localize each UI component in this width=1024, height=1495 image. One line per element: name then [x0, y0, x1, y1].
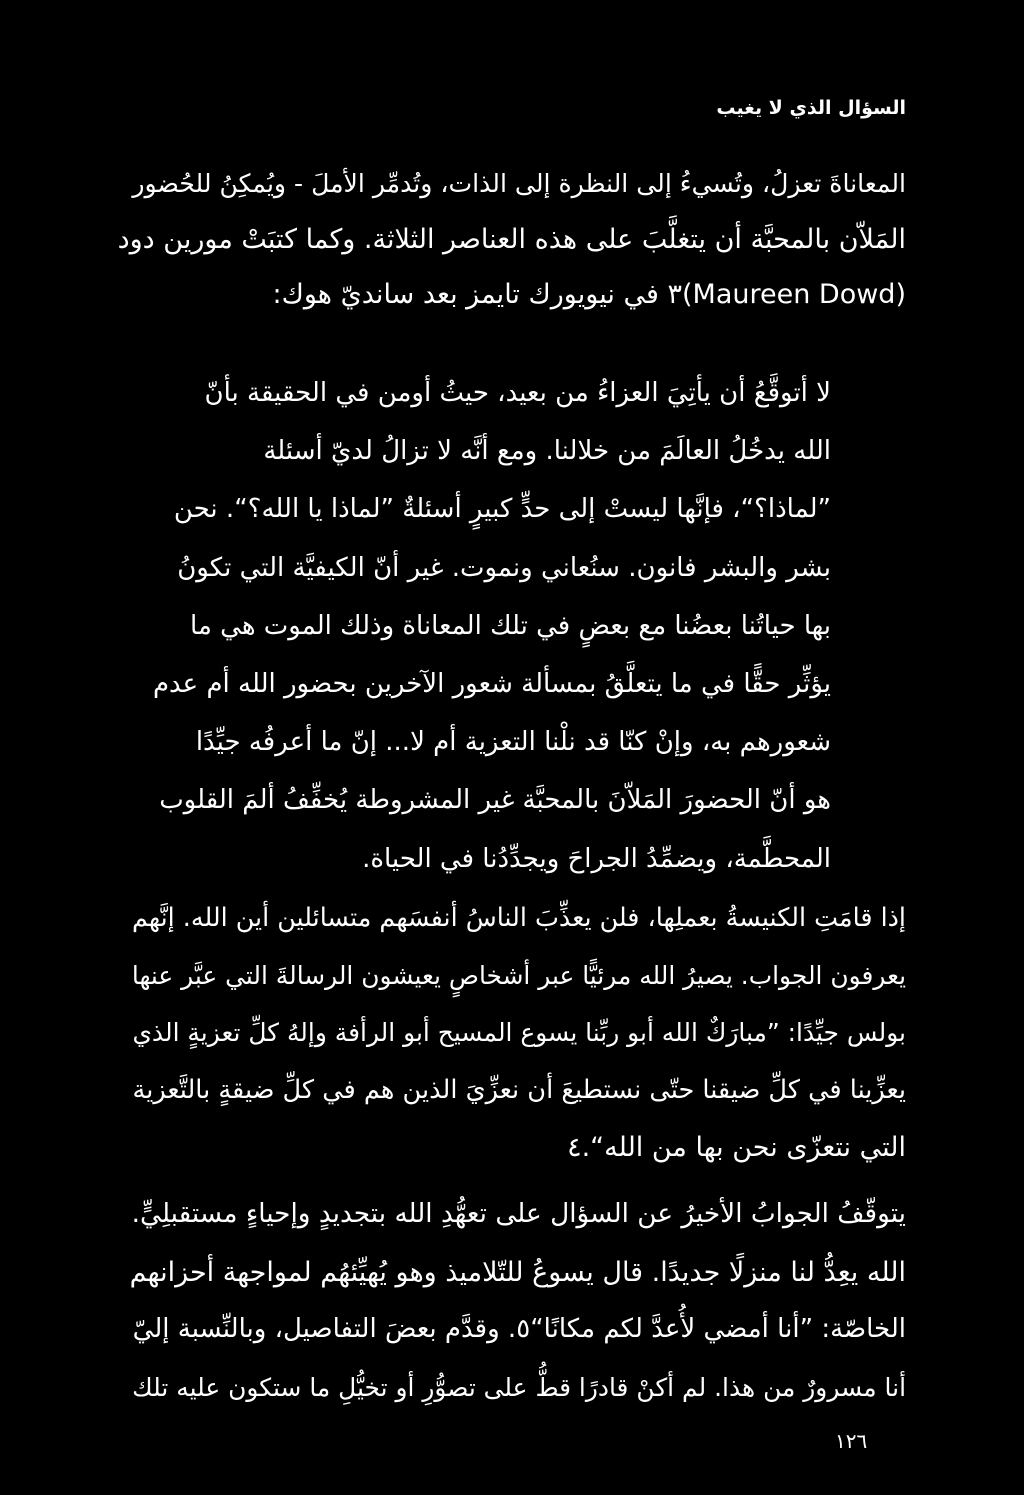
- text-line: المَلاّن بالمحبَّة أن يتغلَّبَ على هذه العناصر الثلاثة. وكما كتبَتْ مورين دود: [117, 223, 906, 255]
- quote-line: لا أتوقَّعُ أن يأتِيَ العزاءُ من بعيد، حيثُ أومن في الحقيقة بأنّ: [204, 378, 831, 408]
- block-quote: [119, 364, 831, 888]
- paragraph-final-answer: [116, 1186, 906, 1416]
- page-number: ١٢٦: [835, 1429, 868, 1453]
- text-line: بولس جيِّدًا: ”مبارَكٌ الله أبو ربِّنا يسوع المسيح أبو الرأفة وإلهُ كلِّ تعزيةٍ الذي: [132, 1018, 906, 1047]
- quote-line: المحطَّمة، ويضمِّدُ الجراحَ ويجدِّدُنا في الحياة.: [362, 843, 831, 874]
- quote-line: يؤثِّر حقًّا في ما يتعلَّقُ بمسألة شعور الآخرين بحضور الله أم عدم: [152, 668, 831, 699]
- text-line: يعرفون الجواب. يصيرُ الله مرئيًّا عبر أشخاصٍ يعيشون الرسالةَ التي عبَّر عنها: [131, 960, 906, 990]
- paragraph-church: [116, 889, 906, 1177]
- text-line: يتوقّفُ الجوابُ الأخيرُ عن السؤال على تعهُّدِ الله بتجديدٍ وإحياءٍ مستقبلِيٍّ.: [131, 1199, 906, 1229]
- quote-line: ”لماذا؟“، فإنَّها ليستْ إلى حدٍّ كبيرٍ أسئلةٌ ”لماذا يا الله؟“. نحن: [173, 494, 831, 525]
- text-line: يعزِّينا في كلِّ ضيقنا حتّى نستطيعَ أن نعزِّيَ الذين هم في كلِّ ضيقةٍ بالتَّعزية: [132, 1074, 906, 1105]
- running-head: السؤال الذي لا يغيب: [716, 97, 906, 119]
- paragraph-intro: [116, 156, 906, 323]
- text-line: الخاصّة: ”أنا أمضي لأُعدَّ لكم مكانًا“٥. وقدَّم بعضَ التفاصيل، وبالنِّسبة إليّ: [132, 1314, 906, 1344]
- text-line: المعاناةَ تعزلُ، وتُسيءُ إلى النظرة إلى الذات، وتُدمِّر الأملَ - ويُمكِنُ للحُضور: [132, 169, 906, 198]
- text-line: الله يعِدُّ لنا منزلًا جديدًا. قال يسوعُ للتّلاميذ وهو يُهيِّئهُم لمواجهة أحزانهم: [129, 1256, 906, 1288]
- text-line: أنا مسرورٌ من هذا. لم أكنْ قادرًا قطُّ على تصوُّرِ أو تخيُّلِ ما ستكون عليه تلك: [132, 1372, 906, 1402]
- quote-line: بشر والبشر فانون. سنُعاني ونموت. غير أنّ الكيفيَّة التي تكونُ: [177, 552, 831, 583]
- text-line: (Maureen Dowd)٣ في نيويورك تايمز بعد سانديّ هوك:: [272, 279, 906, 310]
- text-line: التي نتعزّى نحن بها من الله“.٤: [567, 1132, 906, 1163]
- quote-line: شعورهم به، وإنْ كنّا قد نلْنا التعزية أم لا... إنّ ما أعرفُه جيِّدًا: [195, 727, 831, 758]
- quote-line: بها حياتُنا بعضُنا مع بعضٍ في تلك المعاناة وذلك الموت هي ما: [190, 610, 831, 641]
- text-line: إذا قامَتِ الكنيسةُ بعملِها، فلن يعذِّبَ الناسُ أنفسَهم متسائلين أين الله. إنَّهم: [131, 902, 906, 932]
- quote-line: الله يدخُلُ العالَمَ من خلالنا. ومع أنَّه لا تزالُ لديّ أسئلة: [263, 436, 831, 467]
- quote-line: هو أنّ الحضورَ المَلاّنَ بالمحبَّة غير المشروطة يُخفِّفُ ألمَ القلوب: [159, 785, 831, 816]
